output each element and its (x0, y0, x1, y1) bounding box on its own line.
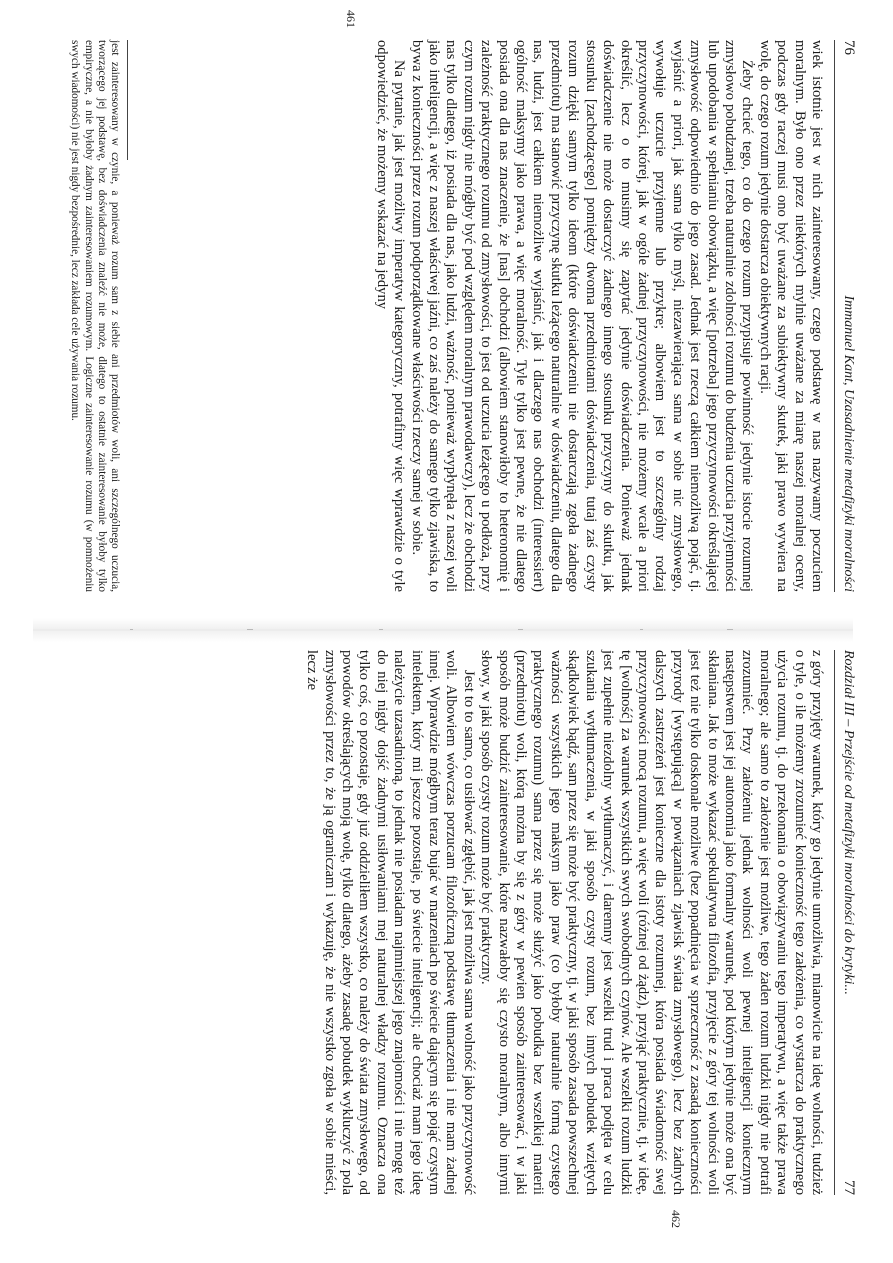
paragraph: Jest to to samo, co usiłować zgłębić, jak jest możliwa sama wolność jako przyczynowość woli. Albowiem wówczas porzucam filozoficzną podstawę tłumaczenia i nie mam żadnej innej. Wprawdzie mógłbym teraz bujać w marzeniach po świecie dającym się pojąć czystym intelektem, który mi jeszcze pozostaje, po świecie inteligencji; ale chociaż mam jego ideę należycie uzasadnioną, to jednak nie posiadam najmniejszej jego znajomości i nie mogę też do niej nigdy dojść żadnymi usiłowaniami mej naturalnej władzy rozumu. Oznacza ona tylko coś, co pozostaje, gdy już oddzieliłem wszystko, co należy do świata zmysłowego, od powodów określających moją wolę, tylko dlatego, ażeby zasadę pobudek wykluczyć z pola zmysłowości przez to, że ją ograniczam i wykazuję, że nie wszystko zgoła w sobie mieści, lecz że (304, 650, 477, 1195)
right-page (0, 640, 893, 1263)
margin-page-number: 462 (669, 1210, 683, 1228)
running-head-left (839, 40, 857, 592)
book-gutter (33, 618, 853, 642)
left-page (0, 0, 893, 620)
paragraph: Żeby chcieć tego, co do czego rozum przypisuje powinność jedynie istocie rozumnej zmysłowo pobudzanej, trzeba naturalnie zdolności rozumu do budzenia uczucia przyjemności lub upodobania w spełnianiu obowiązku, a więc [potrzeba] jego przyczynowości określającej zmysłowość odpowiednio do jego zasad. Jednak jest rzeczą całkiem niemożliwą pojąć, tj. wyjaśnić a priori, jak sama tylko myśl, niezawierająca sama w sobie nic zmysłowego, wywołuje uczucie przyjemne lub przykre; albowiem jest to szczególny rodzaj przyczynowości, której, jak w ogóle żadnej przyczynowości, nie możemy wcale a priori określić, lecz o to musimy się zapytać jedynie doświadczenia. Ponieważ jednak doświadczenie nie może dostarczyć żadnego innego stosunku przyczyny do skutku, jak stosunku [zachodzącego] pomiędzy dwoma przedmiotami doświadczenia, tutaj zaś czysty rozum dzięki samym tylko ideom (które doświadczeniu nie dostarczają zgoła żadnego przedmiotu) ma stanowić przyczynę skutku leżącego naturalnie w doświadczeniu, dlatego dla nas, ludzi, jest całkiem niemożliwe wyjaśnić, jak i dlaczego nas obchodzi (interessiert) ogólność maksymy jako prawa, a więc moralność. Tyle tylko jest pewne, że nie dlatego posiada ona dla nas znaczenie, że [nas] obchodzi (albowiem stanowiłoby to heteronomię i zależność praktycznego rozumu od zmysłowości, to jest od uczucia leżącego u podłoża, przy czym rozum nigdy nie mógłby być pod względem moralnym prawodawczy), lecz że obchodzi nas tylko dlatego, iż posiada dla nas, jako ludzi, ważność, ponieważ wypłynęła z naszej woli jako inteligencji, a więc z naszej właściwej jaźni, co zaś należy do samego tylko zjawiska, to bywa z konieczności przez rozum podporządkowane właściwości rzeczy samej w sobie. (408, 40, 756, 592)
footnote-rule (127, 40, 128, 160)
paragraph: z góry przyjęty warunek, który go jedynie umożliwia, mianowicie na ideę wolności, tudzież o tyle, o ile możemy zrozumieć konieczność tego założenia, co wystarcza do praktycznego użycia rozumu, tj. do przekonania o obowiązywaniu tego imperatywu, a więc także prawa moralnego; ale samo to założenie jest możliwe, tego żaden rozum ludzki nigdy nie potrafi zrozumieć. Przy założeniu jednak wolności woli pewnej inteligencji koniecznym następstwem jest jej autonomia jako formalny warunek, pod którym jedynie może ona być skłaniana. Jak to może wykazać spekulatywna filozofia, przyjęcie z góry tej wolności woli jest też nie tylko doskonale możliwe (bez popadnięcia w sprzeczność z zasadą konieczności przyrody [występującą] w powiązaniach zjawisk świata zmysłowego), lecz bez żadnych dalszych zastrzeżeń jest konieczne dla istoty rozumnej, która posiada świadomość swej przyczynowości mocą rozumu, a więc woli (różnej od żądz), przyjąć praktycznie, tj. w ideę, tę [wolność] za warunek wszystkich swych swobodnych czynów. Ale wszelki rozum ludzki jest zupełnie niezdolny wytłumaczyć, i daremny jest wszelki trud i praca podjęta w celu szukania wytłumaczenia, w jaki sposób czysty rozum, bez innych pobudek wziętych skądkolwiek bądź, sam przez się może być praktyczny, tj. w jaki sposób zasada powszechnej ważności wszystkich jego maksym jako praw (co byłoby naturalnie formą czystego praktycznego rozumu) sama przez się może służyć jako pobudka bez wszelkiej materii (przedmiotu) woli, którą można by się z góry w pewien sposób zainteresować, i w jaki sposób może budzić zainteresowanie, które nazwałoby się czysto moralnym, albo innymi słowy, w jaki sposób czysty rozum może być praktyczny. (478, 650, 825, 1195)
paragraph: Na pytanie, jak jest możliwy imperatyw kategoryczny, potrafimy więc wprawdzie o tyle odpowiedzieć, że możemy wskazać na jedyny (373, 40, 408, 592)
paragraph: wiek istotnie jest w nich zainteresowany, czego podstawę w nas nazywamy poczuciem moralnym. Było ono przez niektórych mylnie uważane za miarę naszej moralnej oceny, podczas gdy raczej musi ono być uważane za subiektywny skutek, jaki prawo wywiera na wolę, do czego rozum jedynie dostarcza obiektywnych racji. (756, 40, 825, 592)
running-head-title: Immanuel Kant, Uzasadnienie metafizyki moralności (841, 295, 856, 592)
running-head-title: Rozdział III – Przejście od metafizyki moralności do krytyki... (841, 650, 856, 995)
header-rule (834, 650, 835, 1195)
header-rule (834, 40, 835, 592)
margin-page-number: 461 (344, 10, 358, 28)
page-number: 77 (841, 1180, 857, 1195)
footnote: jest zainteresowany w czynie, a ponieważ rozum sam z siebie ani przedmiotów woli, ani szczególnego uczucia, tworzącego jej podstawę, bez doświadczenia znaleźć nie może, dlatego to ostatnie zainteresowanie byłoby tylko empiryczne, a nie byłoby żadnym zainteresowaniem rozumowym. Logiczne zainteresowanie rozumu (w pomnożeniu swych wiadomości) nie jest nigdy bezpośrednie, lecz zakłada cele używania rozumu. (69, 40, 121, 592)
body-text-left (372, 40, 825, 592)
running-head-right (839, 650, 857, 1195)
page-number: 76 (841, 40, 857, 55)
body-text-right (303, 650, 825, 1195)
